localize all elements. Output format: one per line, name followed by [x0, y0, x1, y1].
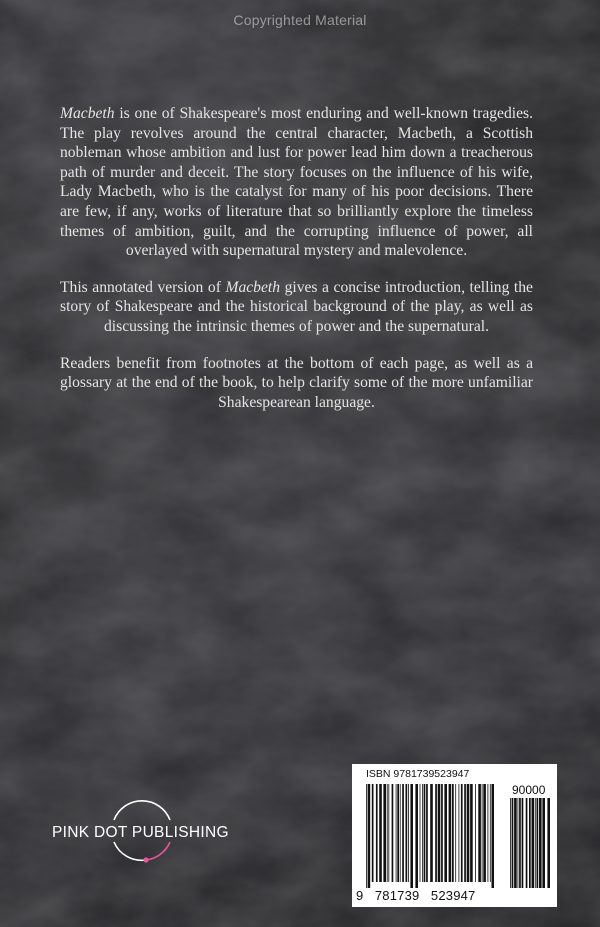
isbn-barcode: [352, 764, 557, 907]
barcode-bar: [539, 798, 542, 888]
barcode-bar: [459, 784, 460, 882]
barcode-bar: [526, 798, 528, 888]
barcode-bar: [408, 784, 409, 882]
barcode-bar: [426, 784, 428, 882]
barcode-bar: [518, 798, 519, 888]
barcode-bar: [444, 784, 447, 882]
barcode-bar: [529, 798, 531, 888]
barcode-bar: [392, 784, 394, 882]
ean13-bars: [366, 784, 494, 888]
barcode-bar: [422, 784, 423, 882]
barcode-bar: [441, 784, 443, 882]
barcode-bar: [490, 784, 491, 882]
barcode-bar: [532, 798, 535, 888]
barcode-bar: [519, 798, 521, 888]
barcode-bar: [449, 784, 452, 882]
blurb-text: This annotated version of: [60, 278, 226, 296]
barcode-bar: [438, 784, 441, 882]
barcode-bar: [478, 784, 481, 882]
barcode-bar: [402, 784, 404, 882]
barcode-bar: [396, 784, 397, 882]
book-title-italic: Macbeth: [225, 278, 281, 296]
barcode-bar: [464, 784, 466, 882]
isbn-label: ISBN 9781739523947: [366, 768, 470, 780]
barcode-bar: [535, 798, 536, 888]
barcode-bar: [424, 784, 426, 882]
barcode-bar: [510, 798, 511, 888]
barcode-bar: [452, 784, 454, 882]
book-title-italic: Macbeth: [60, 105, 115, 122]
barcode-bar: [435, 784, 437, 882]
publisher-name: PINK DOT PUBLISHING: [52, 824, 229, 841]
blurb-paragraph-1: [60, 104, 533, 261]
barcode-bar: [522, 798, 524, 888]
barcode-bar: [420, 784, 421, 882]
price-code: 90000: [512, 783, 546, 797]
blurb-paragraph-3: [60, 354, 533, 413]
barcode-bar: [514, 798, 517, 888]
barcode-bar: [483, 784, 486, 882]
barcode-bar: [470, 784, 473, 882]
price-addon-bars: [510, 798, 550, 888]
barcode-bar: [488, 784, 489, 882]
barcode-bar: [430, 784, 433, 882]
isbn-human-readable: [356, 888, 476, 903]
barcode-bar: [366, 784, 367, 888]
blurb-paragraph-2: [60, 278, 533, 337]
isbn-first-digit: 9: [356, 888, 364, 903]
barcode-bar: [475, 784, 476, 882]
barcode-bar: [410, 784, 413, 888]
blurb-text: is one of Shakespeare's most enduring and well-known tragedies. The play revolves around the central character, Macbeth, a Scottish nobleman whose ambition and lust for power lead him down a treacherous path of murder and deceit. The story focuses on the influence of his wife, Lady Macbeth, who is the catalyst for many of his poor decisions. There are few, if any, works of literature that so brilliantly explore the timeless themes of ambition, guilt, and the corrupting influence of power, all overlayed with supernatural mystery and malevolence.: [60, 105, 533, 260]
barcode-bar: [376, 784, 378, 882]
barcode-bar: [461, 784, 463, 882]
barcode-bar: [406, 784, 408, 882]
barcode-bar: [512, 798, 514, 888]
blurb-text: gives a concise introduction, telling the story of Shakespeare and the historical background of the play, as well as discussing the intrinsic themes of power and the supernatural.: [60, 278, 533, 335]
barcode-bar: [492, 784, 495, 888]
publisher-logo: [52, 790, 229, 880]
copyright-watermark: Copyrighted Material: [233, 12, 367, 28]
barcode-bar: [368, 784, 371, 888]
barcode-bar: [388, 784, 389, 882]
isbn-digit-group-1: 781739: [374, 888, 420, 903]
barcode-bar: [400, 784, 401, 882]
barcode-bar: [537, 798, 539, 888]
barcode-bar: [547, 798, 550, 888]
barcode-bar: [467, 784, 470, 882]
barcode-bar: [482, 784, 483, 882]
barcode-bar: [379, 784, 382, 882]
back-cover-blurb: [60, 104, 533, 429]
barcode-bar: [455, 784, 456, 882]
barcode-bar: [415, 784, 418, 888]
blurb-text: Readers benefit from footnotes at the bottom of each page, as well as a glossary at the end of the book, to help clarify some of the more unfamiliar Shakespearean language.: [60, 354, 533, 411]
barcode-bar: [372, 784, 374, 882]
barcode-bar: [383, 784, 386, 882]
barcode-bar: [387, 784, 388, 882]
barcode-bar: [397, 784, 399, 882]
barcode-bar: [542, 798, 545, 888]
isbn-digit-group-2: 523947: [430, 888, 476, 903]
